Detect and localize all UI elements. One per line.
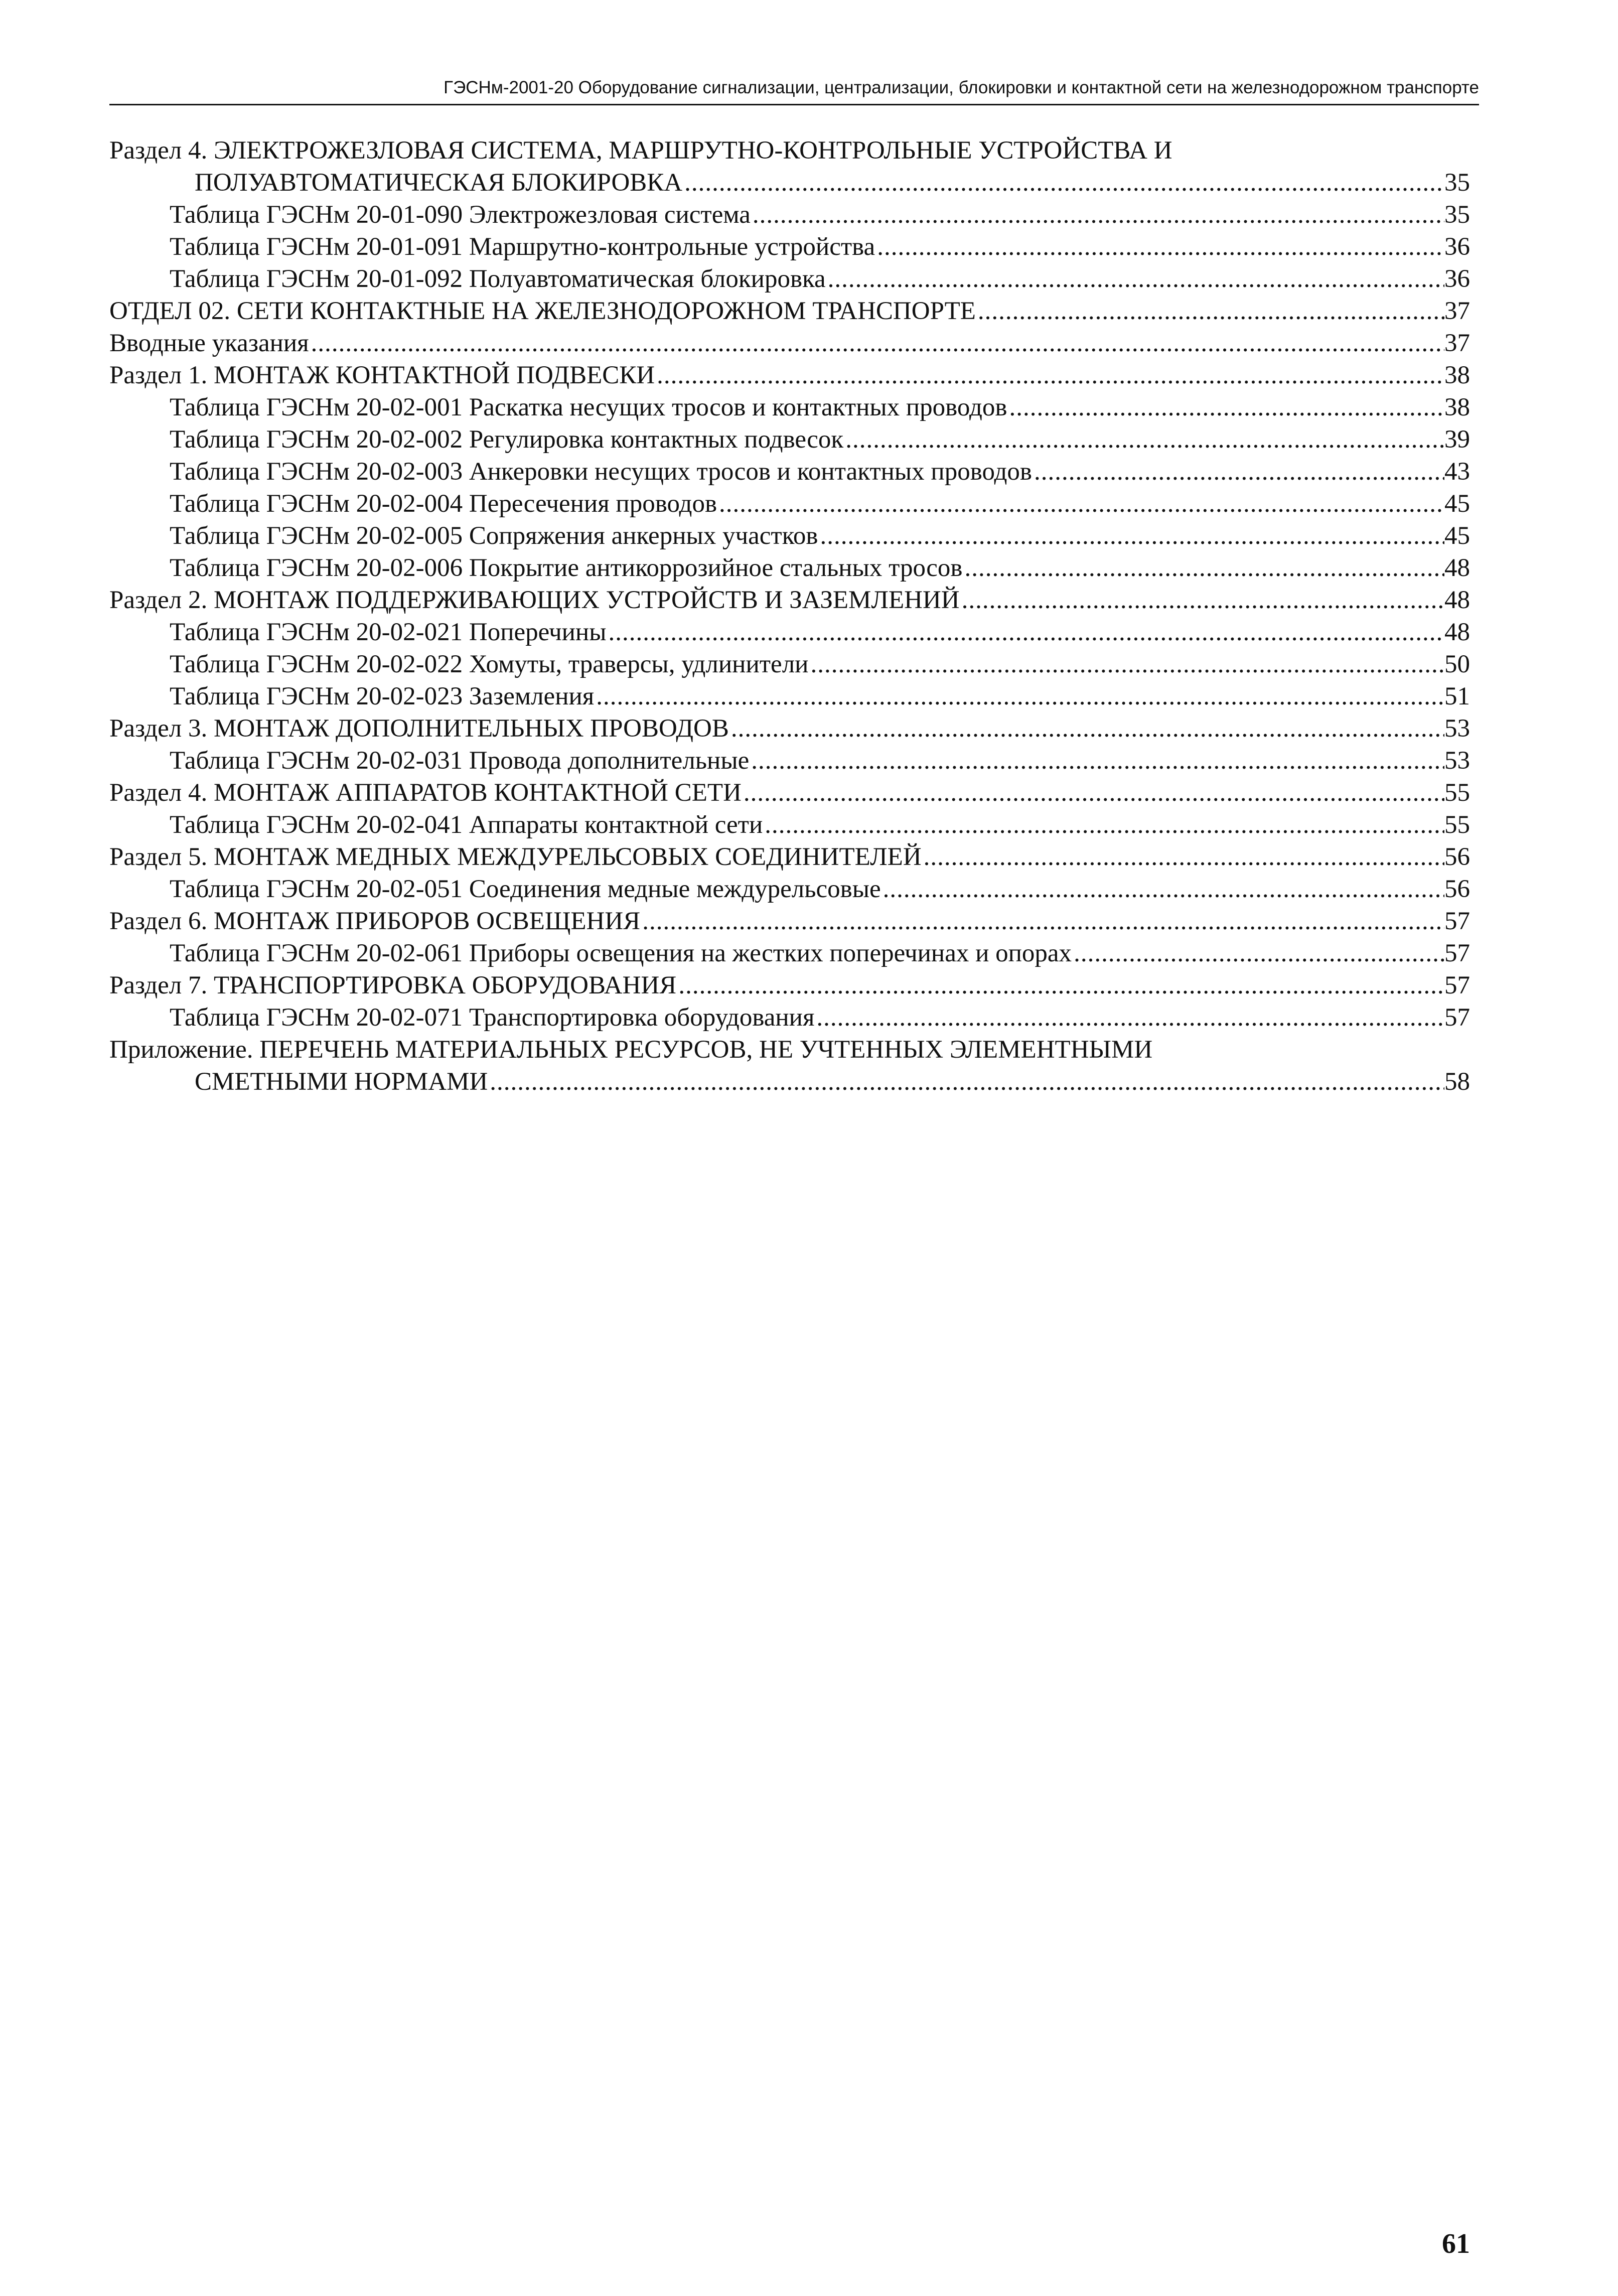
toc-entry-table-20-02-051[interactable]: [109, 873, 1470, 905]
toc-page-number: 43: [1444, 458, 1470, 486]
dot-leader: [808, 648, 1444, 680]
toc-entry-table-20-02-041[interactable]: [109, 809, 1470, 841]
toc-entry-table-20-02-002[interactable]: [109, 423, 1470, 456]
table-of-contents: [109, 134, 1470, 1098]
toc-page-number: 36: [1444, 265, 1470, 293]
toc-entry-table-20-02-061[interactable]: [109, 937, 1470, 969]
toc-entry-table-20-01-092[interactable]: [109, 263, 1470, 295]
toc-entry-text: Таблица ГЭСНм 20-02-005 Сопряжения анкерных участков: [170, 522, 818, 550]
toc-page-number: 57: [1444, 907, 1470, 935]
toc-page-number: 45: [1444, 490, 1470, 518]
toc-entry-table-20-02-003[interactable]: [109, 456, 1470, 488]
toc-entry-section-3[interactable]: [109, 712, 1470, 745]
toc-entry-table-20-02-031[interactable]: [109, 745, 1470, 777]
dot-leader: [976, 295, 1444, 327]
toc-page-number: 53: [1444, 714, 1470, 743]
toc-page-number: 58: [1444, 1068, 1470, 1096]
toc-entry-appendix-cont[interactable]: [109, 1066, 1470, 1098]
toc-entry-text: Таблица ГЭСНм 20-02-071 Транспортировка оборудования: [170, 1003, 815, 1032]
toc-entry-table-20-02-023[interactable]: [109, 680, 1470, 712]
toc-entry-text: Таблица ГЭСНм 20-01-091 Маршрутно-контрольные устройства: [170, 233, 875, 261]
toc-page-number: 56: [1444, 875, 1470, 903]
toc-entry-section-1[interactable]: [109, 359, 1470, 391]
dot-leader: [676, 969, 1444, 1001]
toc-entry-text: ОТДЕЛ 02. СЕТИ КОНТАКТНЫЕ НА ЖЕЛЕЗНОДОРОЖНОМ ТРАНСПОРТЕ: [109, 297, 976, 325]
toc-entry-text: Раздел 5. МОНТАЖ МЕДНЫХ МЕЖДУРЕЛЬСОВЫХ СОЕДИНИТЕЛЕЙ: [109, 843, 922, 871]
toc-entry-section-7[interactable]: [109, 969, 1470, 1001]
toc-entry-text: Таблица ГЭСНм 20-02-061 Приборы освещения на жестких поперечинах и опорах: [170, 939, 1072, 967]
header-divider: [109, 104, 1479, 105]
dot-leader: [962, 552, 1444, 584]
toc-page-number: 35: [1444, 169, 1470, 197]
dot-leader: [922, 841, 1444, 873]
toc-entry-text: Вводные указания: [109, 329, 309, 357]
toc-entry-text: Раздел 6. МОНТАЖ ПРИБОРОВ ОСВЕЩЕНИЯ: [109, 907, 641, 935]
toc-page-number: 37: [1444, 297, 1470, 325]
toc-entry-table-20-02-001[interactable]: [109, 391, 1470, 423]
dot-leader: [594, 680, 1444, 712]
toc-page-number: 57: [1444, 971, 1470, 999]
toc-entry-text: Таблица ГЭСНм 20-02-003 Анкеровки несущих тросов и контактных проводов: [170, 458, 1033, 486]
toc-entry-text: Таблица ГЭСНм 20-02-022 Хомуты, траверсы, удлинители: [170, 650, 809, 678]
toc-entry-text: Раздел 2. МОНТАЖ ПОДДЕРЖИВАЮЩИХ УСТРОЙСТВ И ЗАЗЕМЛЕНИЙ: [109, 586, 960, 614]
toc-entry-text: ПОЛУАВТОМАТИЧЕСКАЯ БЛОКИРОВКА: [195, 169, 683, 197]
running-header: ГЭСНм-2001-20 Оборудование сигнализации, централизации, блокировки и контактной сети на железнодорожном транспорте: [444, 78, 1479, 97]
toc-entry-text: СМЕТНЫМИ НОРМАМИ: [195, 1068, 488, 1096]
toc-entry-section-6[interactable]: [109, 905, 1470, 937]
toc-entry-table-20-02-004[interactable]: [109, 488, 1470, 520]
toc-entry-text: Таблица ГЭСНм 20-02-002 Регулировка контактных подвесок: [170, 425, 844, 454]
dot-leader: [640, 905, 1444, 937]
toc-page-number: 57: [1444, 1003, 1470, 1032]
toc-page-number: 53: [1444, 747, 1470, 775]
dot-leader: [488, 1066, 1444, 1098]
dot-leader: [875, 231, 1444, 263]
dot-leader: [1072, 937, 1444, 969]
toc-entry-text: Таблица ГЭСНм 20-02-004 Пересечения проводов: [170, 490, 717, 518]
toc-page-number: 57: [1444, 939, 1470, 967]
toc-entry-text: Приложение. ПЕРЕЧЕНЬ МАТЕРИАЛЬНЫХ РЕСУРСОВ, НЕ УЧТЕННЫХ ЭЛЕМЕНТНЫМИ: [109, 1036, 1153, 1064]
toc-entry-table-20-01-090[interactable]: [109, 199, 1470, 231]
dot-leader: [682, 167, 1444, 199]
dot-leader: [881, 873, 1444, 905]
toc-entry-section-4-cont[interactable]: [109, 167, 1470, 199]
dot-leader: [742, 777, 1444, 809]
dot-leader: [763, 809, 1444, 841]
toc-page-number: 50: [1444, 650, 1470, 678]
toc-entry-text: Таблица ГЭСНм 20-01-090 Электрожезловая система: [170, 201, 751, 229]
toc-page-number: 56: [1444, 843, 1470, 871]
page-number: 61: [1442, 2228, 1470, 2259]
toc-entry-table-20-02-022[interactable]: [109, 648, 1470, 680]
dot-leader: [717, 488, 1444, 520]
toc-entry-table-20-01-091[interactable]: [109, 231, 1470, 263]
toc-entry-part-02[interactable]: [109, 295, 1470, 327]
toc-entry-text: Таблица ГЭСНм 20-02-051 Соединения медные междурельсовые: [170, 875, 881, 903]
toc-page-number: 38: [1444, 361, 1470, 389]
toc-page-number: 36: [1444, 233, 1470, 261]
dot-leader: [309, 327, 1444, 359]
toc-page-number: 38: [1444, 393, 1470, 421]
toc-entry-text: Раздел 3. МОНТАЖ ДОПОЛНИТЕЛЬНЫХ ПРОВОДОВ: [109, 714, 729, 743]
toc-entry-appendix[interactable]: [109, 1034, 1470, 1066]
dot-leader: [818, 520, 1444, 552]
dot-leader: [843, 423, 1444, 456]
toc-entry-table-20-02-071[interactable]: [109, 1001, 1470, 1034]
toc-entry-text: Раздел 7. ТРАНСПОРТИРОВКА ОБОРУДОВАНИЯ: [109, 971, 677, 999]
toc-page-number: 39: [1444, 425, 1470, 454]
toc-entry-text: Таблица ГЭСНм 20-02-006 Покрытие антикоррозийное стальных тросов: [170, 554, 963, 582]
dot-leader: [749, 745, 1444, 777]
toc-entry-text: Таблица ГЭСНм 20-01-092 Полуавтоматическая блокировка: [170, 265, 826, 293]
toc-page-number: 48: [1444, 618, 1470, 646]
toc-entry-text: Раздел 4. МОНТАЖ АППАРАТОВ КОНТАКТНОЙ СЕТИ: [109, 779, 742, 807]
dot-leader: [655, 359, 1444, 391]
toc-entry-table-20-02-021[interactable]: [109, 616, 1470, 648]
dot-leader: [826, 263, 1444, 295]
toc-page-number: 45: [1444, 522, 1470, 550]
toc-entry-intro[interactable]: [109, 327, 1470, 359]
toc-page-number: 35: [1444, 201, 1470, 229]
toc-page-number: 37: [1444, 329, 1470, 357]
toc-entry-text: Таблица ГЭСНм 20-02-021 Поперечины: [170, 618, 607, 646]
toc-page-number: 55: [1444, 779, 1470, 807]
dot-leader: [1032, 456, 1444, 488]
toc-entry-table-20-02-005[interactable]: [109, 520, 1470, 552]
toc-entry-section-4[interactable]: [109, 134, 1470, 167]
toc-page-number: 48: [1444, 586, 1470, 614]
dot-leader: [960, 584, 1444, 616]
toc-entry-text: Таблица ГЭСНм 20-02-023 Заземления: [170, 682, 595, 710]
toc-entry-table-20-02-006[interactable]: [109, 552, 1470, 584]
toc-entry-section-4-contact[interactable]: [109, 777, 1470, 809]
toc-entry-text: Раздел 1. МОНТАЖ КОНТАКТНОЙ ПОДВЕСКИ: [109, 361, 655, 389]
dot-leader: [814, 1001, 1444, 1034]
dot-leader: [751, 199, 1444, 231]
dot-leader: [729, 712, 1444, 745]
toc-entry-text: Таблица ГЭСНм 20-02-031 Провода дополнительные: [170, 747, 750, 775]
dot-leader: [607, 616, 1445, 648]
dot-leader: [1007, 391, 1444, 423]
toc-page-number: 55: [1444, 811, 1470, 839]
toc-entry-section-5[interactable]: [109, 841, 1470, 873]
toc-page-number: 48: [1444, 554, 1470, 582]
toc-page-number: 51: [1444, 682, 1470, 710]
toc-entry-section-2[interactable]: [109, 584, 1470, 616]
toc-entry-text: Раздел 4. ЭЛЕКТРОЖЕЗЛОВАЯ СИСТЕМА, МАРШРУТНО-КОНТРОЛЬНЫЕ УСТРОЙСТВА И: [109, 136, 1172, 165]
toc-entry-text: Таблица ГЭСНм 20-02-001 Раскатка несущих тросов и контактных проводов: [170, 393, 1007, 421]
toc-entry-text: Таблица ГЭСНм 20-02-041 Аппараты контактной сети: [170, 811, 763, 839]
